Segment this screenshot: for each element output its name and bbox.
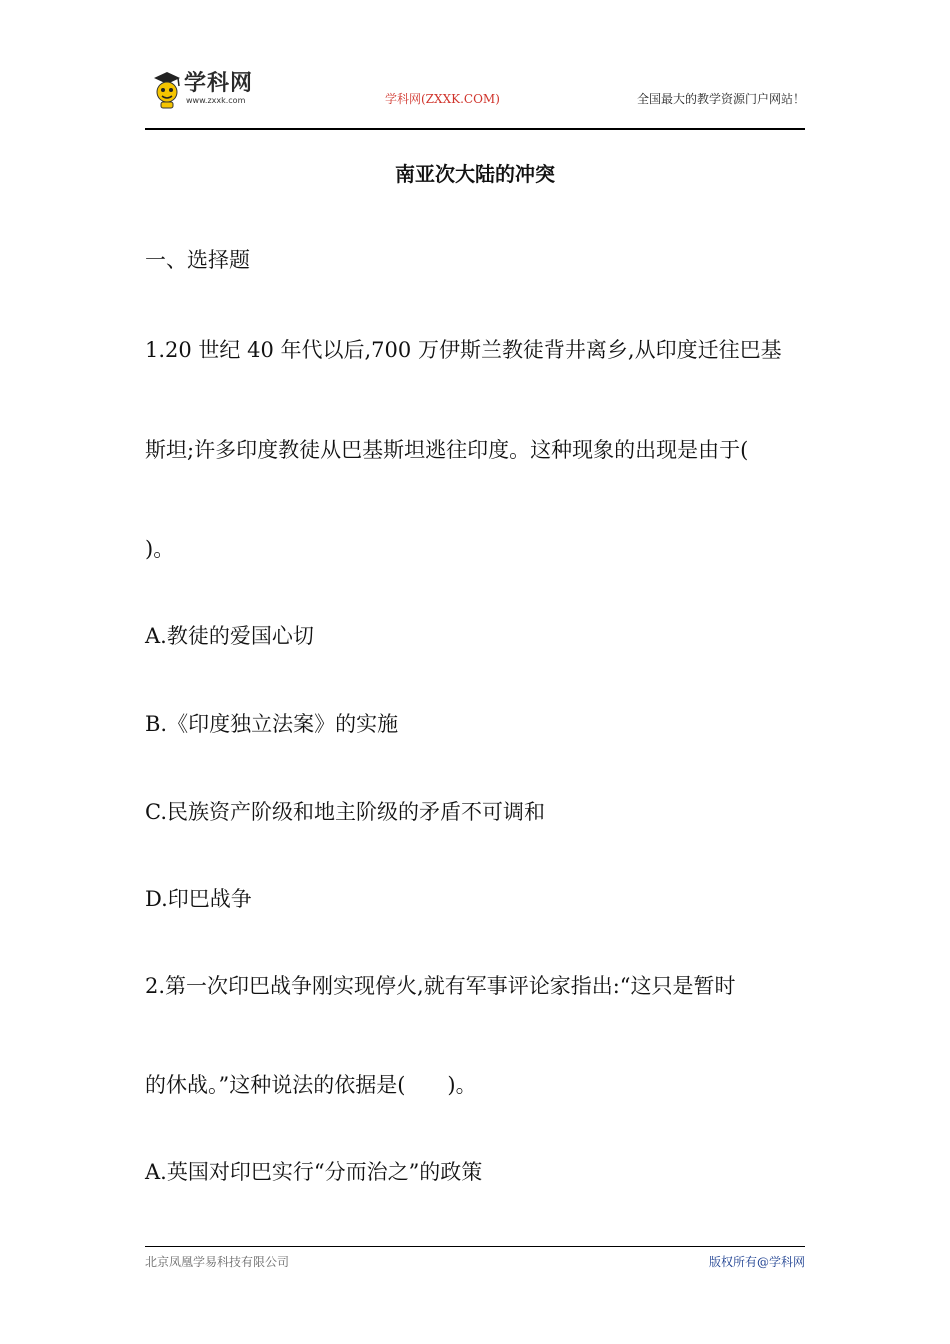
question-2-option-a: A.英国对印巴实行“分而治之”的政策 <box>145 1160 483 1184</box>
footer-divider <box>145 1246 805 1247</box>
question-1-option-b: B.《印度独立法案》的实施 <box>145 712 399 736</box>
header-slogan: 全国最大的教学资源门户网站！ <box>636 92 805 106</box>
question-1-stem-line-1: 1.20 世纪 40 年代以后,700 万伊斯兰教徒背井离乡,从印度迁往巴基 <box>145 338 782 362</box>
question-1-option-c: C.民族资产阶级和地主阶级的矛盾不可调和 <box>145 800 545 824</box>
section-heading: 一、选择题 <box>145 248 250 272</box>
question-1-option-d: D.印巴战争 <box>145 887 252 911</box>
question-2-stem-line-1: 2.第一次印巴战争刚实现停火,就有军事评论家指出:“这只是暂时 <box>145 974 736 998</box>
footer-company: 北京凤凰学易科技有限公司 <box>145 1255 290 1269</box>
logo-url: www.zxxk.com <box>186 96 246 105</box>
graduate-mascot-icon <box>150 70 184 110</box>
footer-copyright[interactable]: 版权所有@学科网 <box>708 1255 805 1269</box>
question-1-option-a: A.教徒的爱国心切 <box>145 624 314 648</box>
page-title: 南亚次大陆的冲突 <box>395 162 555 186</box>
site-logo[interactable] <box>150 66 270 114</box>
logo-title: 学科网 <box>184 71 254 96</box>
question-2-stem-line-2: 的休战。”这种说法的依据是( )。 <box>145 1073 477 1097</box>
page-header <box>145 62 805 130</box>
question-1-stem-line-2: 斯坦;许多印度教徒从巴基斯坦逃往印度。这种现象的出现是由于( <box>145 438 749 462</box>
header-site-link[interactable]: 学科网(ZXXK.COM) <box>385 92 500 106</box>
question-1-stem-line-3: )。 <box>145 537 175 561</box>
header-divider <box>145 128 805 130</box>
